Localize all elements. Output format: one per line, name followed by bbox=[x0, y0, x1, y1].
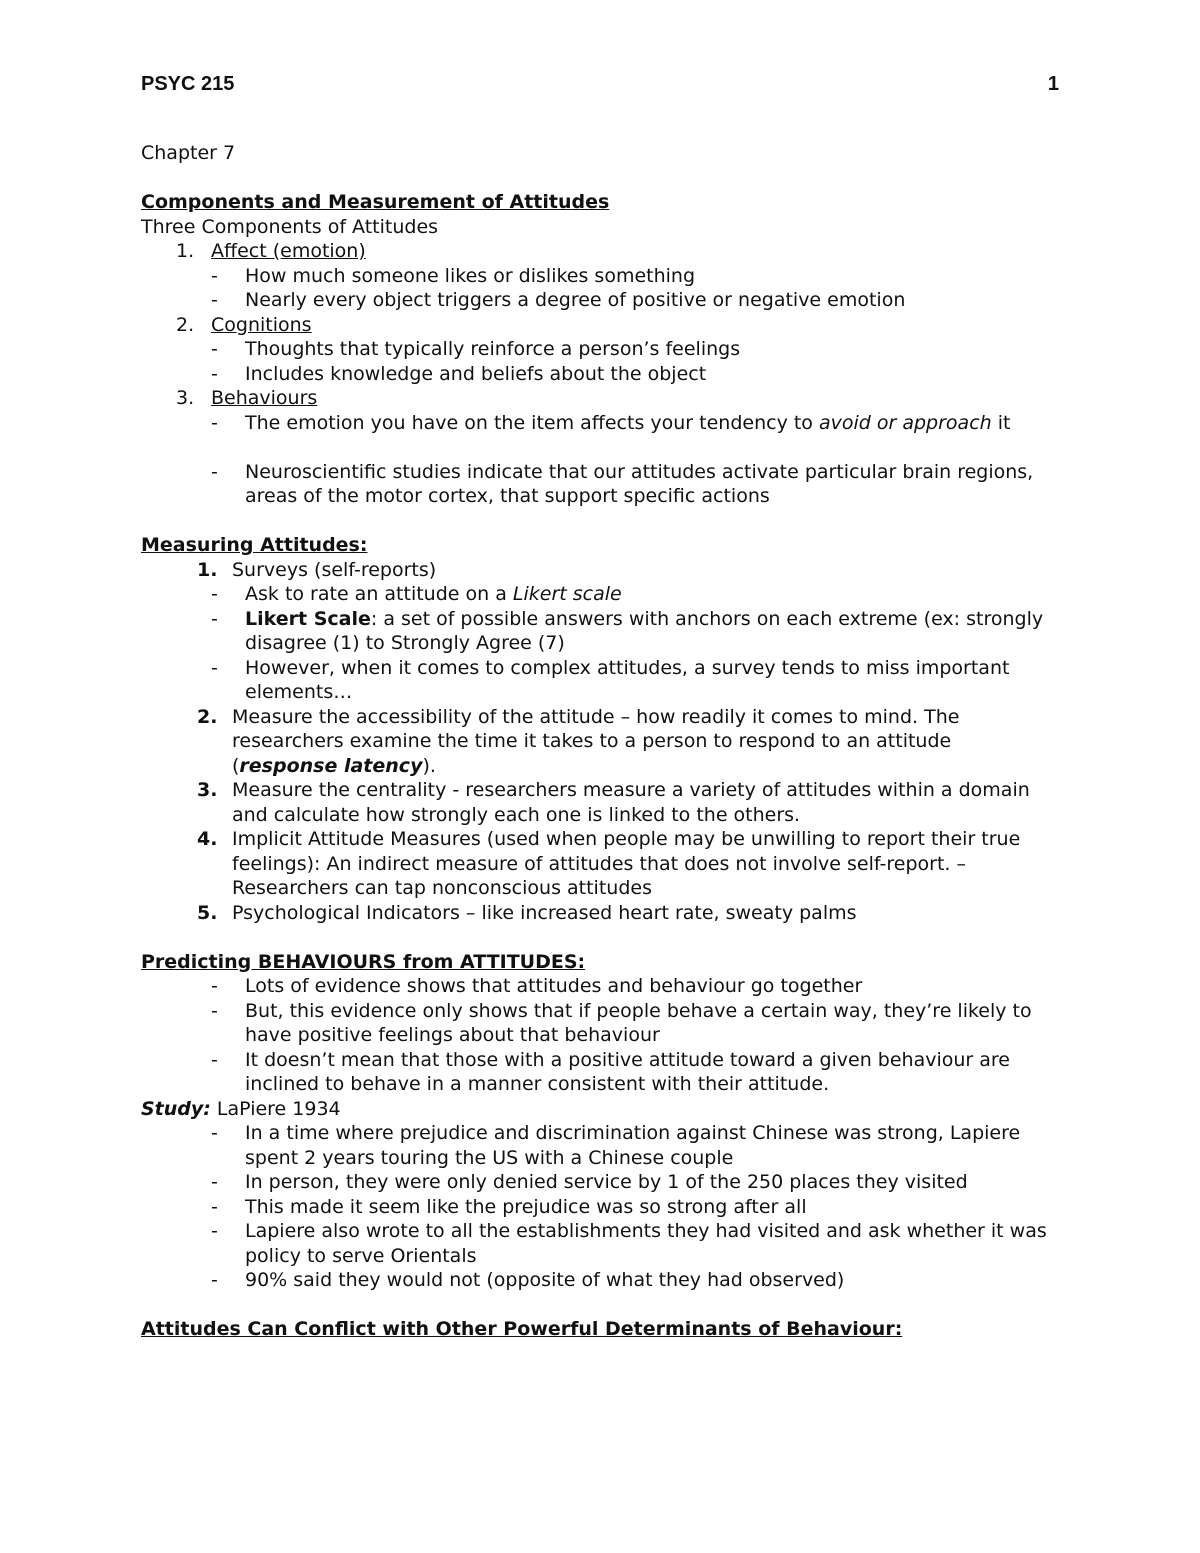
list-item bbox=[141, 313, 1061, 338]
section-heading-measuring: Measuring Attitudes: bbox=[141, 534, 368, 556]
bullet-item: - Ask to rate an attitude on a Likert scale bbox=[211, 583, 622, 605]
list-item bbox=[141, 239, 1061, 264]
study-line: Study: LaPiere 1934 bbox=[141, 1097, 341, 1120]
list-number: 3. bbox=[176, 387, 195, 409]
section-heading-conflict: Attitudes Can Conflict with Other Powerful Determinants of Behaviour: bbox=[141, 1318, 903, 1340]
list-item: 3. Measure the centrality - researchers measure a variety of attitudes within a domain and calculate how strongly each one is linked to the others. bbox=[197, 779, 1030, 826]
header-course: PSYC 215 bbox=[141, 73, 235, 95]
bullet-item: - But, this evidence only shows that if people behave a certain way, they’re likely to have positive feelings about that behaviour bbox=[211, 999, 1032, 1046]
bullet-item: - Nearly every object triggers a degree of positive or negative emotion bbox=[211, 289, 906, 311]
bullet-item: - How much someone likes or dislikes something bbox=[211, 264, 696, 287]
document-body bbox=[141, 141, 1061, 1342]
bullet-item: - In person, they were only denied service by 1 of the 250 places they visited bbox=[211, 1171, 968, 1193]
bullet-item: - This made it seem like the prejudice was so strong after all bbox=[211, 1195, 807, 1218]
bullet-item: - Thoughts that typically reinforce a person’s feelings bbox=[211, 338, 741, 360]
section-heading-components: Components and Measurement of Attitudes bbox=[141, 191, 610, 213]
bullet-item: - In a time where prejudice and discrimination against Chinese was strong, Lapiere spent 2 years touring the US with a Chinese couple bbox=[211, 1122, 1021, 1169]
list-item: 5. Psychological Indicators – like increased heart rate, sweaty palms bbox=[197, 901, 857, 924]
bullet-item: - Likert Scale: a set of possible answers with anchors on each extreme (ex: strongly disagree (1) to Strongly Agree (7) bbox=[211, 607, 1044, 654]
list-number: 2. bbox=[176, 313, 195, 336]
list-item: 4. Implicit Attitude Measures (used when people may be unwilling to report their true feelings): An indirect measure of attitudes that does not involve self-report. – Researchers can tap nonconscious attitudes bbox=[197, 828, 1021, 899]
section-heading-predicting: Predicting BEHAVIOURS from ATTITUDES: bbox=[141, 950, 586, 973]
section-subtitle: Three Components of Attitudes bbox=[141, 215, 439, 238]
bullet-item: - 90% said they would not (opposite of what they had observed) bbox=[211, 1269, 845, 1291]
page-number: 1 bbox=[1047, 73, 1059, 95]
bullet-item: - Neuroscientific studies indicate that our attitudes activate particular brain regions, areas of the motor cortex, that support specific actions bbox=[211, 460, 1034, 507]
list-number: 1. bbox=[176, 240, 195, 262]
list-label: Cognitions bbox=[211, 313, 312, 336]
list-item: 1. Surveys (self-reports) bbox=[197, 558, 437, 581]
bullet-item: - The emotion you have on the item affects your tendency to avoid or approach it bbox=[211, 411, 1011, 434]
list-item: 2. Measure the accessibility of the attitude – how readily it comes to mind. The researchers examine the time it takes to a person to respond to an attitude (response latency). bbox=[197, 705, 960, 777]
bullet-item: - It doesn’t mean that those with a positive attitude toward a given behaviour are inclined to behave in a manner consistent with their attitude. bbox=[211, 1048, 1011, 1095]
bullet-item: - However, when it comes to complex attitudes, a survey tends to miss important elements… bbox=[211, 656, 1010, 703]
list-label: Behaviours bbox=[211, 387, 318, 409]
list-label: Affect (emotion) bbox=[211, 240, 366, 262]
chapter-title: Chapter 7 bbox=[141, 142, 236, 164]
list-item bbox=[141, 386, 1061, 411]
bullet-item: - Lots of evidence shows that attitudes and behaviour go together bbox=[211, 975, 863, 997]
bullet-item: - Lapiere also wrote to all the establishments they had visited and ask whether it was policy to serve Orientals bbox=[211, 1220, 1047, 1267]
bullet-item: - Includes knowledge and beliefs about the object bbox=[211, 362, 707, 385]
